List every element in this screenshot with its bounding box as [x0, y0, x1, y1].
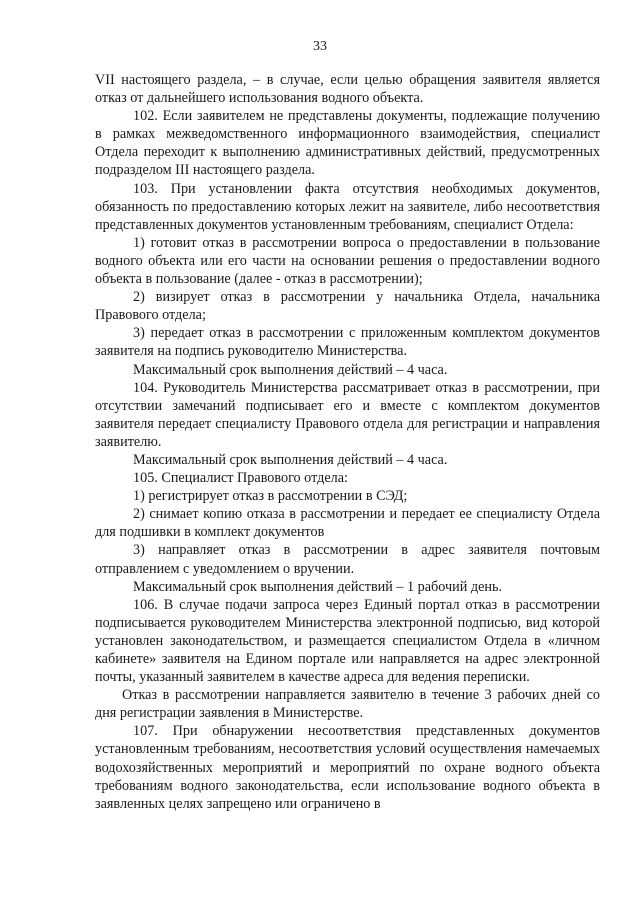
paragraph-105-item-2: 2) снимает копию отказа в рассмотрении и передает ее специалисту Отдела для подшивки в комплект документов	[95, 506, 600, 541]
paragraph-deadline-3: Максимальный срок выполнения действий – 1 рабочий день.	[133, 578, 502, 595]
paragraph-103-item-1: 1) готовит отказ в рассмотрении вопроса о предоставлении в пользование водного объекта или его части на основании решения о предоставлении водного объекта в пользование (далее - отказ в рассмотрении);	[95, 234, 600, 288]
paragraph-105-item-1: 1) регистрирует отказ в рассмотрении в СЭД;	[133, 488, 408, 505]
paragraph-103-item-2: 2) визирует отказ в рассмотрении у начальника Отдела, начальника Правового отдела;	[95, 289, 600, 324]
paragraph-103-item-3: 3) передает отказ в рассмотрении с приложенным комплектом документов заявителя на подпись руководителю Министерства.	[95, 325, 600, 360]
paragraph-106: 106. В случае подачи запроса через Единый портал отказ в рассмотрении подписывается руководителем Министерства электронной подписью, вид которой установлен законодательством, и размещается специалистом Отдела в «личном кабинете» заявителя на Едином портале или направляется на адрес электронной почты, указанный заявителем в качестве адреса для ведения переписки.	[95, 596, 600, 686]
paragraph-104: 104. Руководитель Министерства рассматривает отказ в рассмотрении, при отсутствии замечаний подписывает его и вместе с комплектом документов заявителя передает специалисту Правового отдела для регистрации и направления заявителю.	[95, 379, 600, 450]
paragraph-deadline-2: Максимальный срок выполнения действий – 4 часа.	[133, 451, 448, 468]
paragraph-106-deadline: Отказ в рассмотрении направляется заявителю в течение 3 рабочих дней со дня регистрации заявления в Министерстве.	[95, 687, 600, 722]
paragraph-continuation: VII настоящего раздела, – в случае, если целью обращения заявителя является отказ от дальнейшего использования водного объекта.	[95, 72, 600, 107]
document-body	[95, 71, 600, 813]
paragraph-105: 105. Специалист Правового отдела:	[133, 470, 348, 487]
paragraph-105-item-3: 3) направляет отказ в рассмотрении в адрес заявителя почтовым отправлением с уведомлением о вручении.	[95, 542, 600, 577]
paragraph-107: 107. При обнаружении несоответствия представленных документов установленным требованиям, несоответствия условий осуществления намечаемых водохозяйственных мероприятий и мероприятий по охране водного объекта требованиям водного законодательства, если использование водного объекта в заявленных целях запрещено или ограничено в	[95, 723, 600, 812]
page-number: 33	[313, 39, 327, 54]
paragraph-102: 102. Если заявителем не представлены документы, подлежащие получению в рамках межведомственного информационного взаимодействия, специалист Отдела переходит к выполнению административных действий, предусмотренных подразделом III настоящего раздела.	[95, 108, 600, 179]
paragraph-103: 103. При установлении факта отсутствия необходимых документов, обязанность по предоставлению которых лежит на заявителе, либо несоответствия представленных документов установленным требованиям, специалист Отдела:	[95, 180, 600, 233]
paragraph-deadline-1: Максимальный срок выполнения действий – 4 часа.	[133, 361, 448, 378]
